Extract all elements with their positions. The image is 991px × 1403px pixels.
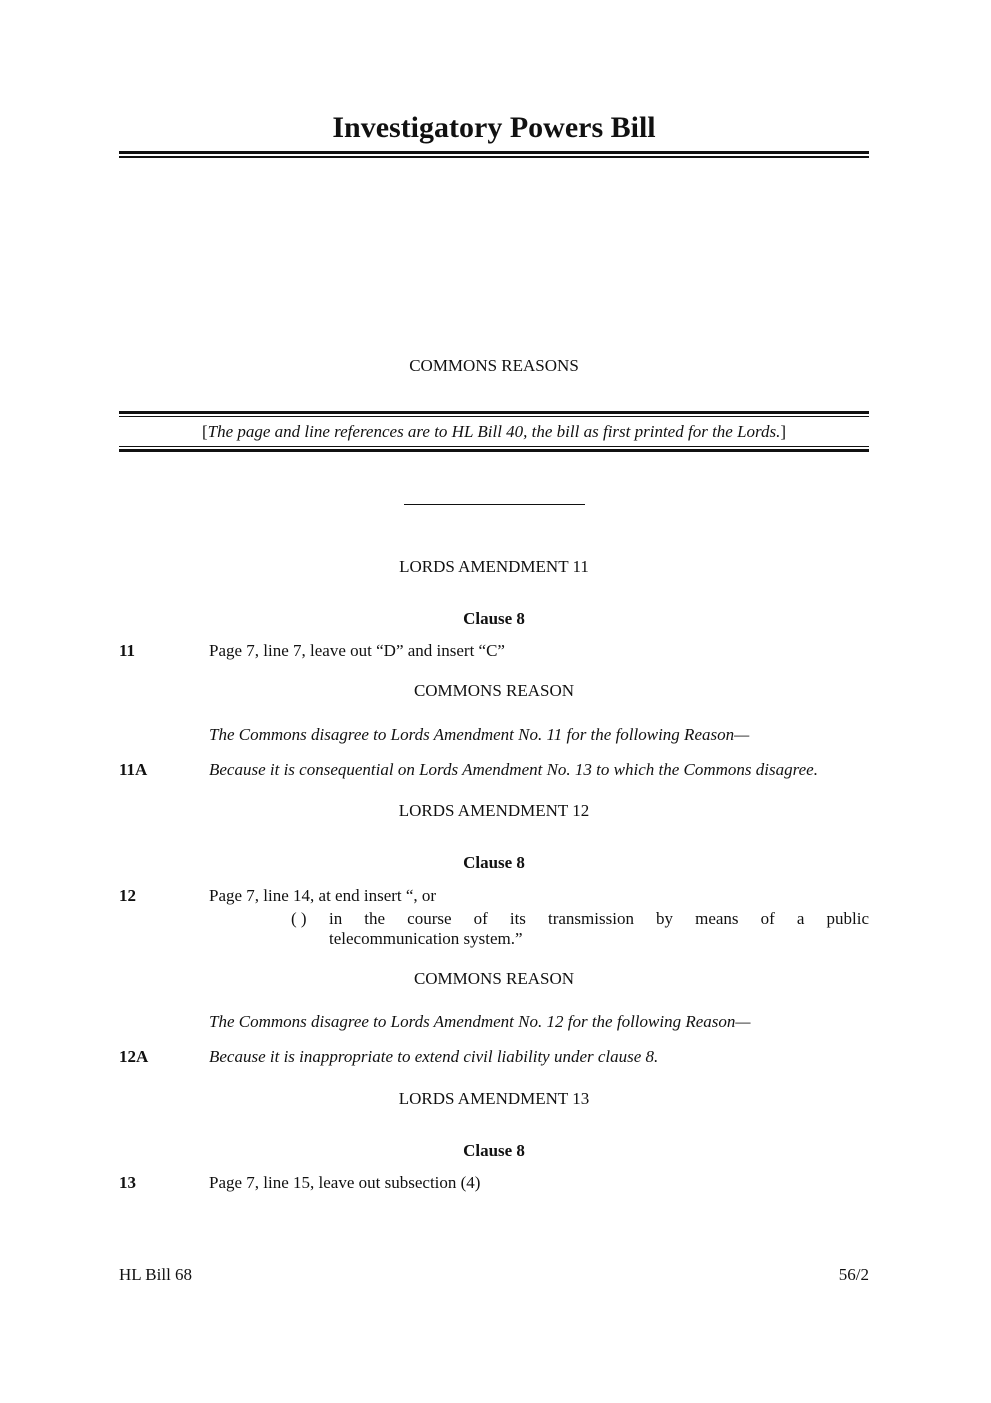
insert-paragraph-mark: ( ) bbox=[291, 909, 307, 928]
footer-page-ref: 56/2 bbox=[838, 1265, 869, 1284]
amendment-heading: LORDS AMENDMENT 12 bbox=[398, 801, 590, 820]
amendment-number: 11 bbox=[119, 641, 136, 660]
note-rule-bottom2 bbox=[119, 449, 869, 452]
reason-number: 12A bbox=[119, 1047, 149, 1066]
insert-line-1: in the course of its transmission by means of a public bbox=[329, 909, 869, 928]
reason-text: Because it is consequential on Lords Amendment No. 13 to which the Commons disagree. bbox=[209, 760, 818, 779]
note-rule-top2 bbox=[119, 416, 869, 417]
reason-heading: COMMONS REASON bbox=[413, 969, 575, 988]
clause-heading: Clause 8 bbox=[463, 609, 525, 628]
insert-line-2: telecommunication system.” bbox=[329, 929, 523, 948]
bracket-close: ] bbox=[780, 422, 787, 441]
bracket-open: [ bbox=[201, 422, 208, 441]
amendment-number: 12 bbox=[119, 886, 136, 905]
reason-intro: The Commons disagree to Lords Amendment No. 12 for the following Reason— bbox=[209, 1012, 751, 1031]
amendment-number: 13 bbox=[119, 1173, 136, 1192]
clause-heading: Clause 8 bbox=[463, 1141, 525, 1160]
amendment-text: Page 7, line 15, leave out subsection (4) bbox=[209, 1173, 481, 1192]
reason-heading: COMMONS REASON bbox=[413, 681, 575, 700]
amendment-text: Page 7, line 14, at end insert “, or bbox=[209, 886, 437, 905]
reason-intro: The Commons disagree to Lords Amendment No. 11 for the following Reason— bbox=[209, 725, 750, 744]
reason-number: 11A bbox=[119, 760, 148, 779]
footer-bill-number: HL Bill 68 bbox=[119, 1265, 193, 1284]
clause-heading: Clause 8 bbox=[463, 853, 525, 872]
amendment-heading: LORDS AMENDMENT 13 bbox=[398, 1089, 590, 1108]
amendment-heading: LORDS AMENDMENT 11 bbox=[399, 557, 589, 576]
amendment-text: Page 7, line 7, leave out “D” and insert “C” bbox=[209, 641, 505, 660]
title-rule-bottom bbox=[119, 156, 869, 158]
note-rule-top1 bbox=[119, 411, 869, 414]
title-rule-top bbox=[119, 151, 869, 154]
note-text: The page and line references are to HL Bill 40, the bill as first printed for the Lords. bbox=[207, 422, 781, 441]
reference-note bbox=[119, 422, 869, 442]
reason-text: Because it is inappropriate to extend civil liability under clause 8. bbox=[209, 1047, 659, 1066]
separator-rule bbox=[404, 504, 585, 505]
note-rule-bottom1 bbox=[119, 446, 869, 447]
page-title: Investigatory Powers Bill bbox=[332, 111, 656, 144]
document-subtitle: COMMONS REASONS bbox=[409, 356, 579, 375]
